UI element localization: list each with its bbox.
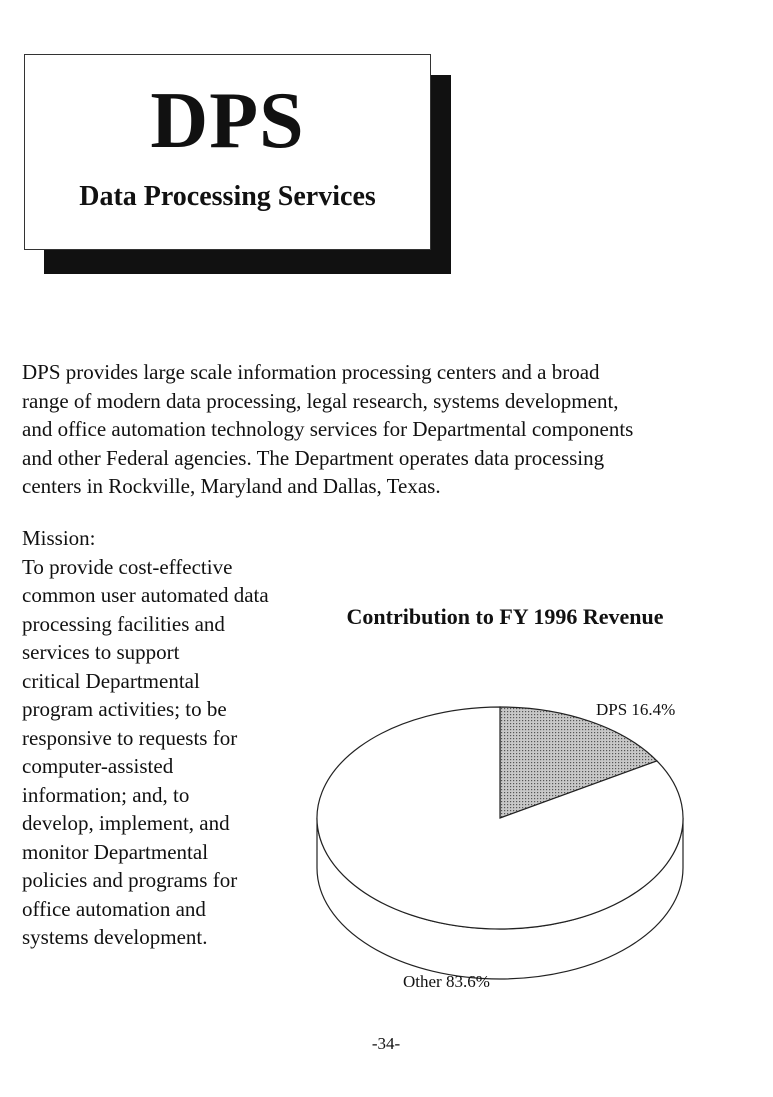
chart-title: Contribution to FY 1996 Revenue (346, 604, 664, 629)
mission-heading: Mission: (22, 526, 96, 550)
slice-label-dps: DPS 16.4% (596, 700, 676, 719)
intro-line: centers in Rockville, Maryland and Dallas, Texas. (22, 474, 441, 498)
mission-line: common user automated data (22, 583, 269, 607)
slice-label-other: Other 83.6% (403, 972, 490, 991)
mission-line: information; and, to (22, 782, 190, 807)
intro-line: and office automation technology services for Departmental components (22, 417, 634, 441)
page-title: DPS (150, 77, 305, 165)
intro-line: DPS provides large scale information processing centers and a broad (22, 360, 600, 384)
mission-section (22, 524, 312, 952)
mission-line: monitor Departmental (22, 839, 209, 864)
mission-line: systems development. (22, 925, 208, 949)
mission-line: office automation and (22, 896, 206, 921)
mission-line: policies and programs for (22, 868, 238, 892)
pie-chart (300, 690, 710, 1000)
mission-line: responsive to requests for (22, 725, 238, 750)
mission-line: processing facilities and (22, 611, 225, 636)
page-number: -34- (371, 1034, 401, 1053)
mission-line: develop, implement, and (22, 811, 230, 835)
intro-line: range of modern data processing, legal research, systems development, (22, 388, 619, 413)
intro-paragraph (22, 358, 722, 501)
page-subtitle: Data Processing Services (79, 181, 376, 212)
title-box (24, 54, 431, 250)
mission-line: services to support (22, 640, 180, 664)
mission-line: To provide cost-effective (22, 554, 233, 579)
mission-line: computer-assisted (22, 754, 174, 778)
intro-line: and other Federal agencies. The Department operates data processing (22, 445, 605, 470)
mission-line: critical Departmental (22, 668, 200, 693)
mission-line: program activities; to be (22, 697, 227, 721)
